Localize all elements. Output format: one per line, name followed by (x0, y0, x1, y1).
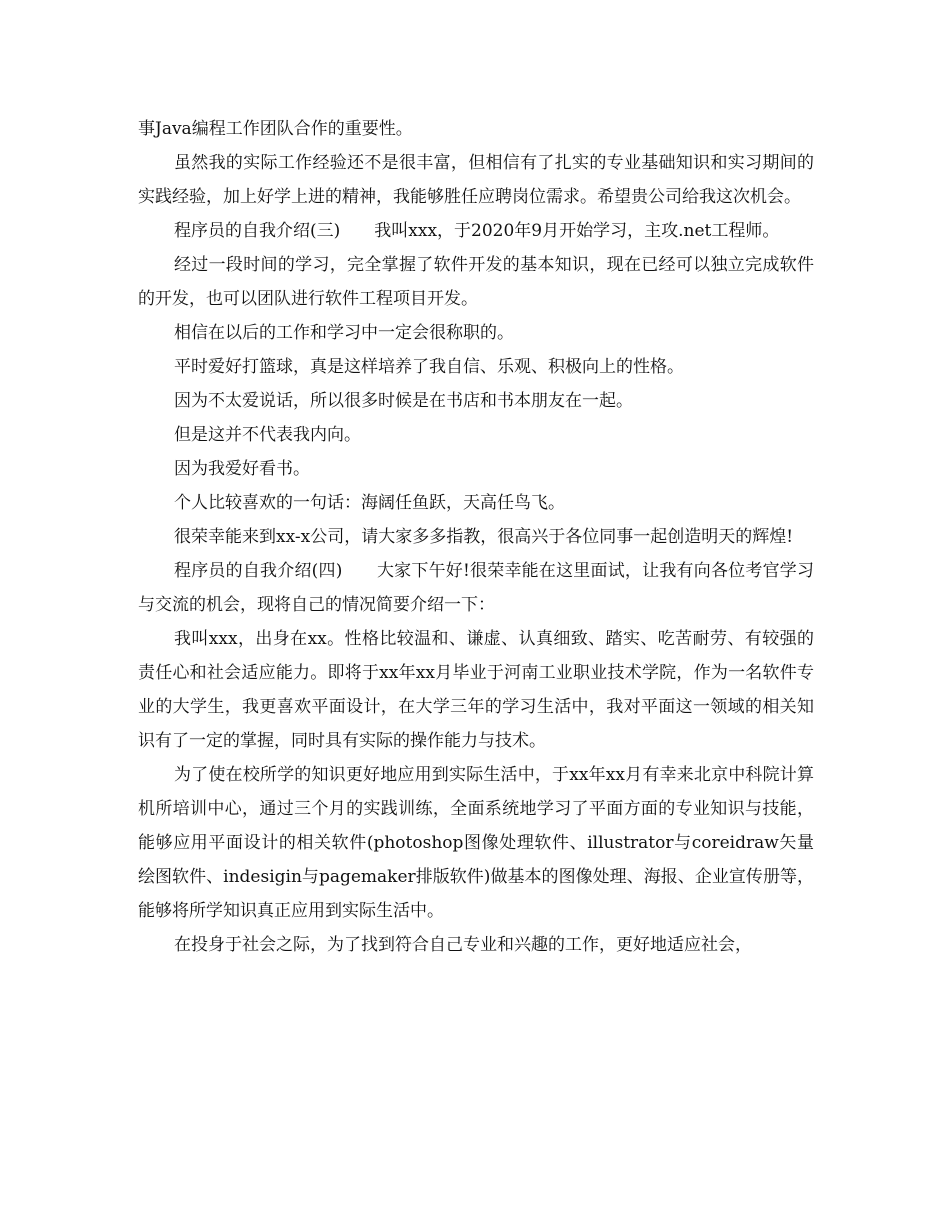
paragraph-4: 经过一段时间的学习，完全掌握了软件开发的基本知识，现在已经可以独立完成软件的开发，也可以团队进行软件工程项目开发。 (138, 255, 814, 309)
paragraph-6: 平时爱好打篮球，真是这样培养了我自信、乐观、积极向上的性格。 (174, 357, 684, 377)
document-body (138, 112, 814, 962)
paragraph-1: 事Java编程工作团队合作的重要性。 (138, 119, 413, 139)
paragraph-5: 相信在以后的工作和学习中一定会很称职的。 (174, 323, 514, 343)
paragraph-3: 程序员的自我介绍(三) 我叫xxx，于2020年9月开始学习，主攻.net工程师。 (174, 221, 780, 241)
paragraph-8: 但是这并不代表我内向。 (174, 425, 361, 445)
paragraph-2: 虽然我的实际工作经验还不是很丰富，但相信有了扎实的专业基础知识和实习期间的实践经验，加上好学上进的精神，我能够胜任应聘岗位需求。希望贵公司给我这次机会。 (138, 153, 814, 207)
paragraph-14: 为了使在校所学的知识更好地应用到实际生活中，于xx年xx月有幸来北京中科院计算机所培训中心，通过三个月的实践训练，全面系统地学习了平面方面的专业知识与技能，能够应用平面设计的相关软件(photoshop图像处理软件、illustrator与coreidraw矢量绘图软件、indesigin与pagemaker排版软件)做基本的图像处理、海报、企业宣传册等，能够将所学知识真正应用到实际生活中。 (138, 765, 814, 921)
paragraph-10: 个人比较喜欢的一句话：海阔任鱼跃，天高任鸟飞。 (174, 493, 565, 513)
paragraph-15: 在投身于社会之际，为了找到符合自己专业和兴趣的工作，更好地适应社会， (174, 935, 752, 955)
paragraph-9: 因为我爱好看书。 (174, 459, 310, 479)
paragraph-11: 很荣幸能来到xx-x公司，请大家多多指教，很高兴于各位同事一起创造明天的辉煌! (174, 527, 794, 547)
paragraph-12: 程序员的自我介绍(四) 大家下午好!很荣幸能在这里面试，让我有向各位考官学习与交流的机会，现将自己的情况简要介绍一下： (138, 561, 814, 615)
paragraph-7: 因为不太爱说话，所以很多时候是在书店和书本朋友在一起。 (174, 391, 633, 411)
paragraph-13: 我叫xxx，出身在xx。性格比较温和、谦虚、认真细致、踏实、吃苦耐劳、有较强的责任心和社会适应能力。即将于xx年xx月毕业于河南工业职业技术学院，作为一名软件专业的大学生，我更喜欢平面设计，在大学三年的学习生活中，我对平面这一领域的相关知识有了一定的掌握，同时具有实际的操作能力与技术。 (138, 629, 814, 751)
